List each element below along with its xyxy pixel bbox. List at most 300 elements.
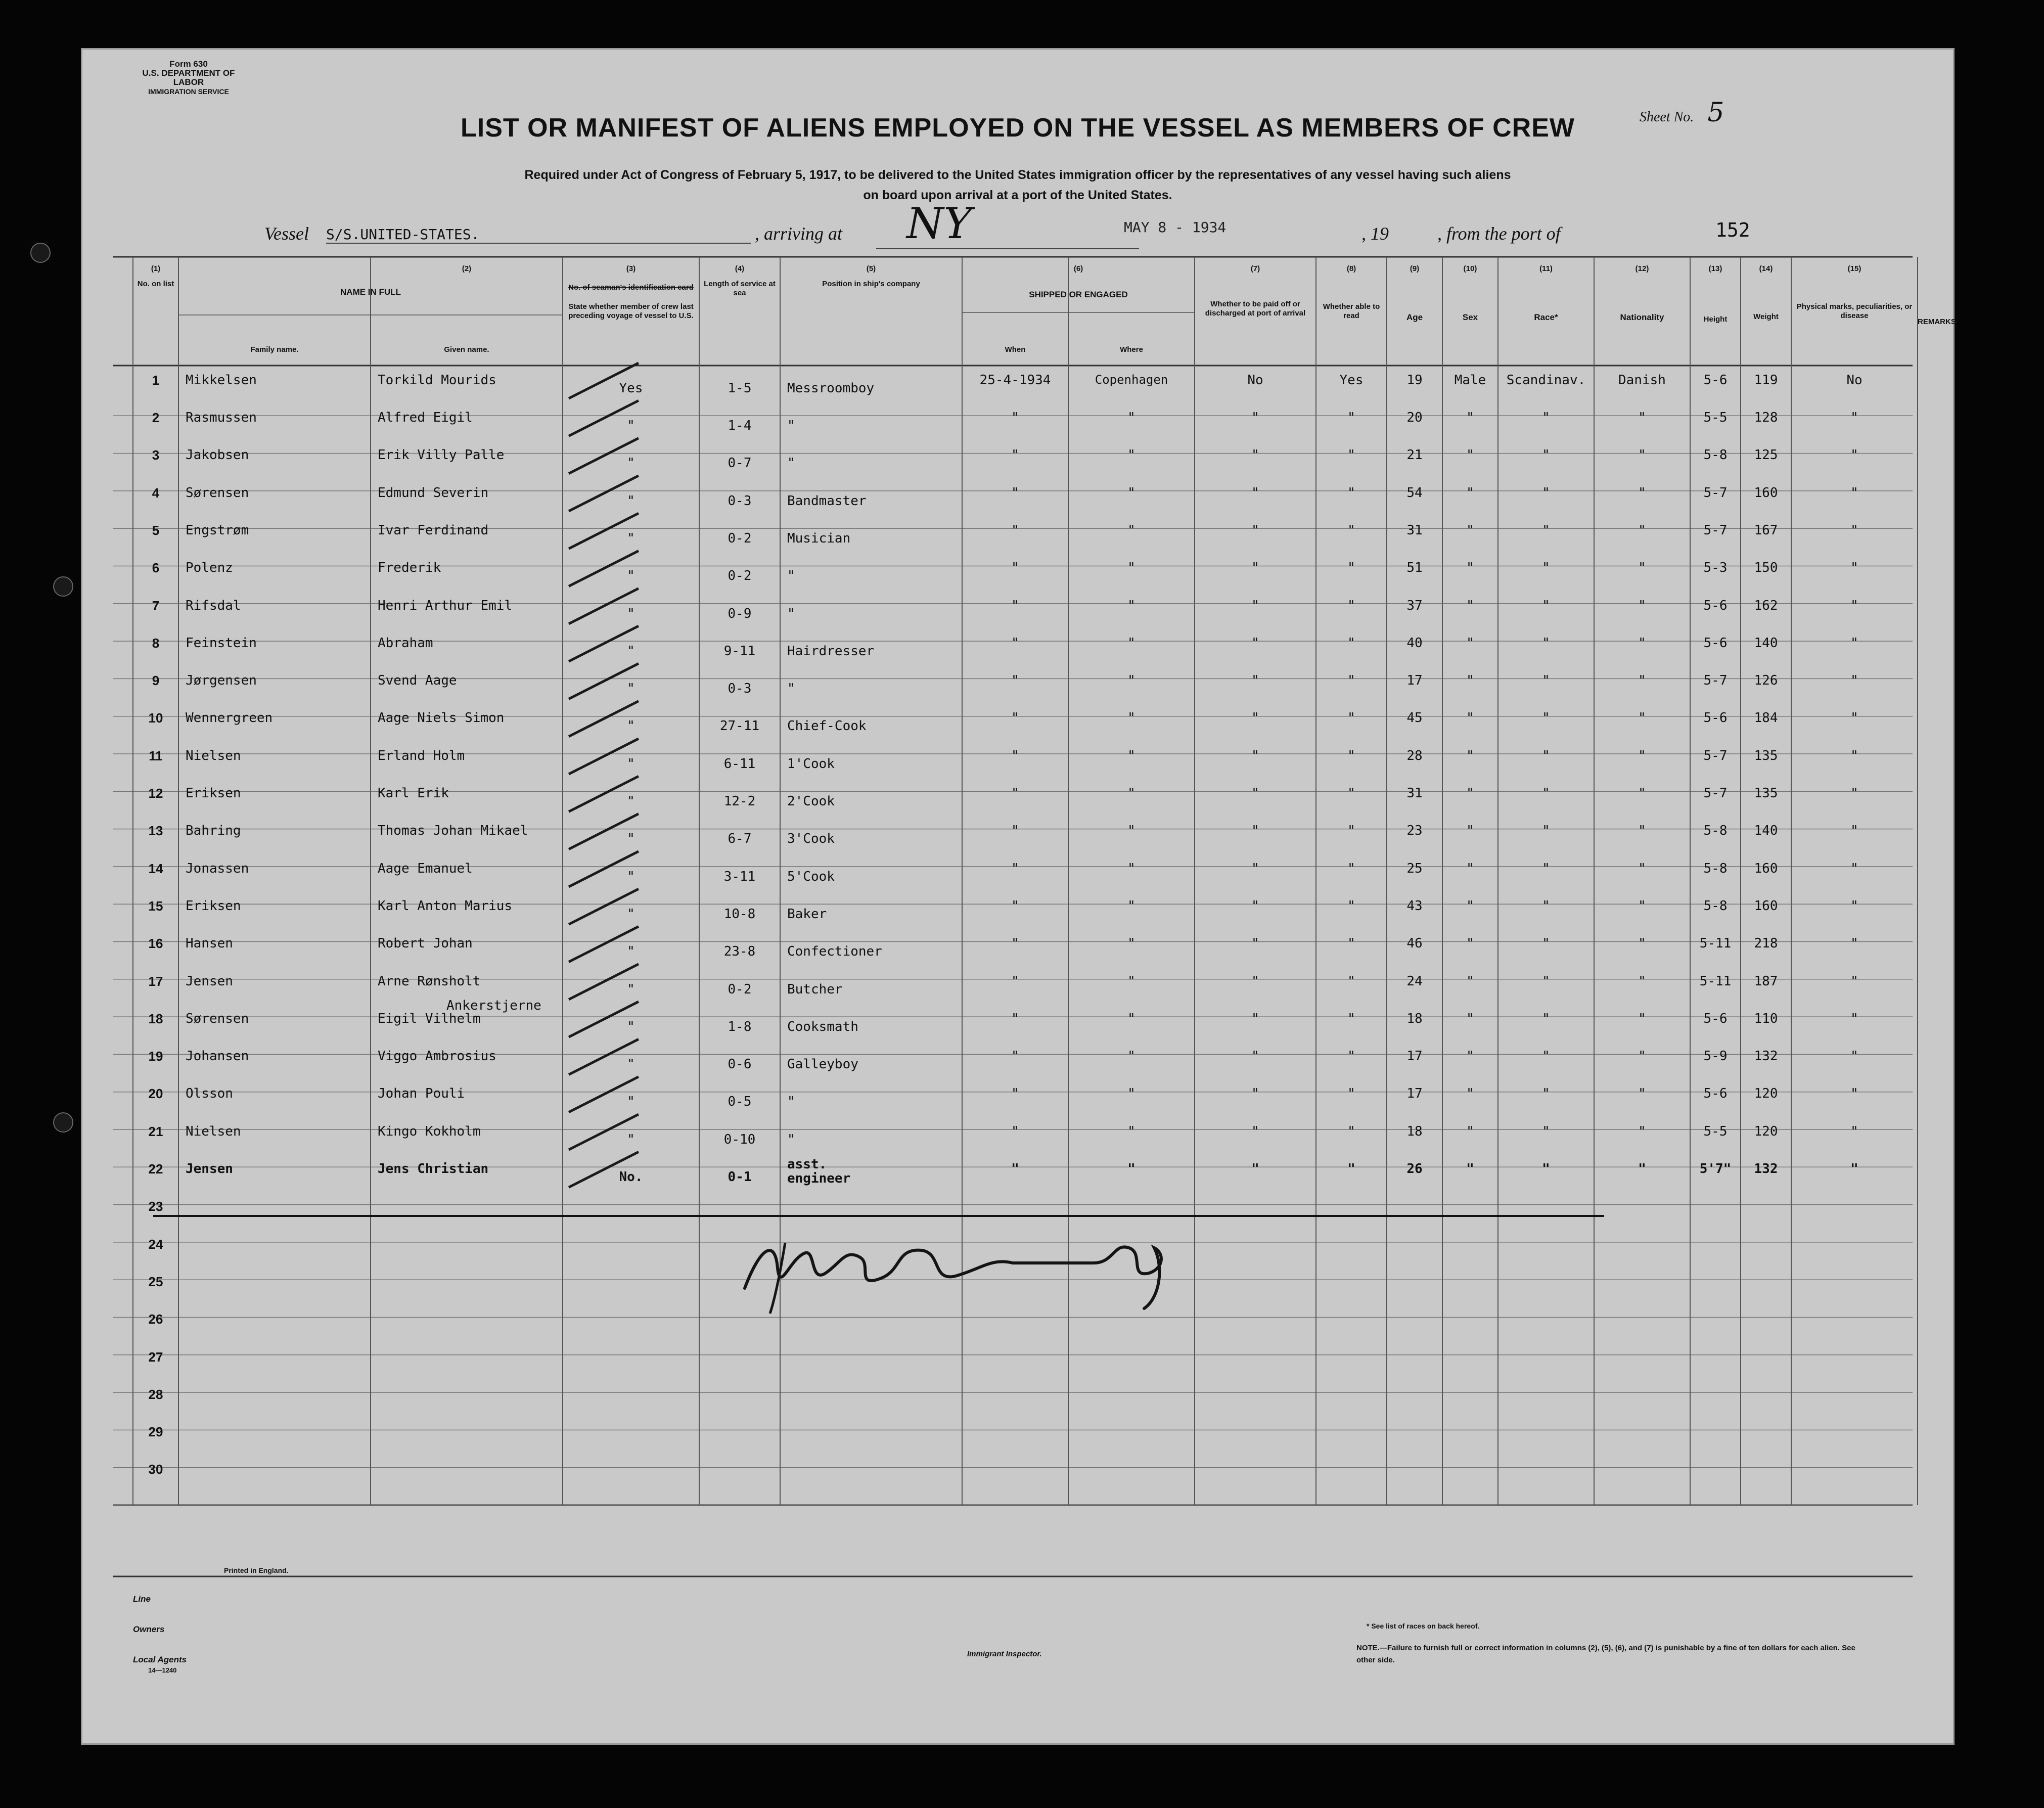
row-number: 16: [148, 936, 163, 952]
cell-sex: ": [1466, 1161, 1474, 1177]
cell-sex: ": [1466, 598, 1474, 613]
agents-label: Local Agents: [133, 1655, 187, 1664]
cell-given: Svend Aage: [378, 673, 457, 689]
cell-nat: ": [1638, 936, 1646, 952]
vessel-label: Vessel: [264, 223, 309, 244]
header-c13: Height: [1703, 315, 1728, 324]
cell-read: ": [1347, 447, 1355, 463]
cell-when: ": [1011, 560, 1019, 576]
cell-read: ": [1347, 1049, 1355, 1064]
header-c3-struck: No. of seaman's identification card: [568, 283, 694, 292]
cell-read: ": [1347, 1011, 1355, 1026]
cell-where: ": [1127, 598, 1135, 613]
cell-age: 18: [1406, 1011, 1423, 1026]
cell-position: asst. engineer: [787, 1157, 851, 1186]
cell-marks: ": [1850, 410, 1858, 425]
year-label: , 19: [1361, 223, 1389, 244]
cell-prev: ": [627, 418, 635, 433]
cell-prev: ": [627, 1019, 635, 1034]
cell-weight: 120: [1754, 1086, 1778, 1102]
cell-prev: ": [627, 718, 635, 734]
cell-nat: ": [1638, 823, 1646, 839]
cell-weight: 125: [1754, 447, 1778, 463]
header-c14: Weight: [1753, 312, 1779, 321]
table-row: [82, 927, 1953, 964]
cell-age: 43: [1406, 898, 1423, 914]
cell-where: ": [1127, 748, 1135, 763]
cell-paid: ": [1251, 1161, 1259, 1177]
cell-weight: 187: [1754, 973, 1778, 989]
row-number: 30: [148, 1462, 163, 1477]
cell-given: Jens Christian: [378, 1161, 489, 1177]
cell-family: Nielsen: [186, 748, 241, 763]
cell-age: 37: [1406, 598, 1423, 613]
cell-age: 45: [1406, 710, 1423, 726]
cell-family: Sørensen: [186, 485, 249, 501]
cell-marks: ": [1850, 710, 1858, 726]
cell-position: ": [787, 418, 795, 433]
cell-age: 24: [1406, 973, 1423, 989]
cell-age: 17: [1406, 673, 1423, 689]
cell-nat: ": [1638, 710, 1646, 726]
cell-given: Ivar Ferdinand: [378, 522, 489, 538]
cell-sex: ": [1466, 936, 1474, 952]
header-c8-num: (8): [1346, 264, 1356, 273]
cell-family: Polenz: [186, 560, 233, 576]
cell-weight: 150: [1754, 560, 1778, 576]
row-number: 18: [148, 1011, 163, 1026]
cell-weight: 184: [1754, 710, 1778, 726]
header-c12-num: (12): [1635, 264, 1649, 273]
table-row: [82, 701, 1953, 739]
cell-service: 23-8: [723, 944, 756, 960]
cell-nat: ": [1638, 1049, 1646, 1064]
cell-when: ": [1011, 522, 1019, 538]
cell-marks: ": [1850, 936, 1858, 952]
cell-where: ": [1127, 522, 1135, 538]
owners-label: Owners: [133, 1624, 165, 1634]
cell-height: 5-6: [1703, 598, 1728, 613]
cell-service: 0-3: [728, 493, 752, 509]
cell-service: 0-2: [728, 530, 752, 546]
manifest-sheet: [81, 48, 1955, 1745]
cell-when: ": [1011, 1086, 1019, 1102]
cell-given: Edmund Severin: [378, 485, 489, 501]
header-c4: Length of service at sea: [704, 280, 776, 297]
cell-marks: ": [1850, 823, 1858, 839]
cell-where: ": [1127, 1011, 1135, 1026]
row-number: 24: [148, 1236, 163, 1252]
cell-read: ": [1347, 823, 1355, 839]
cell-paid: No: [1247, 372, 1263, 388]
cell-read: ": [1347, 1086, 1355, 1102]
cell-weight: 126: [1754, 673, 1778, 689]
cell-paid: ": [1251, 410, 1259, 425]
cell-race: ": [1542, 786, 1550, 801]
cell-service: 0-7: [728, 456, 752, 471]
table-row: [82, 664, 1953, 701]
cell-paid: ": [1251, 1123, 1259, 1139]
arriving-label: , arriving at: [755, 223, 843, 244]
cell-where: ": [1127, 485, 1135, 501]
table-row: [82, 1039, 1953, 1077]
cell-marks: ": [1850, 1011, 1858, 1026]
cell-paid: ": [1251, 1049, 1259, 1064]
cell-prev: No.: [619, 1169, 643, 1185]
cell-prev: ": [627, 756, 635, 772]
cell-position: Cooksmath: [787, 1019, 858, 1034]
header-c5: Position in ship's company: [822, 280, 920, 288]
cell-marks: ": [1850, 673, 1858, 689]
cell-height: 5-7: [1703, 522, 1728, 538]
cell-age: 28: [1406, 748, 1423, 763]
cell-service: 3-11: [723, 869, 756, 884]
cell-family: Eriksen: [186, 786, 241, 801]
cell-age: 21: [1406, 447, 1423, 463]
cell-weight: 135: [1754, 748, 1778, 763]
cell-when: ": [1011, 673, 1019, 689]
table-row: [82, 1115, 1953, 1152]
cell-family: Sørensen: [186, 1011, 249, 1026]
cell-family: Wennergreen: [186, 710, 273, 726]
cell-race: ": [1542, 598, 1550, 613]
table-row: [82, 889, 1953, 927]
cell-family: Jensen: [186, 1161, 233, 1177]
cell-height: 5-8: [1703, 823, 1728, 839]
cell-when: ": [1011, 710, 1019, 726]
cell-read: ": [1347, 673, 1355, 689]
cell-prev: Yes: [619, 380, 643, 396]
cell-marks: ": [1850, 447, 1858, 463]
cell-paid: ": [1251, 485, 1259, 501]
table-row: [82, 438, 1953, 476]
cell-given: Karl Anton Marius: [378, 898, 513, 914]
vessel-name: S/S.UNITED-STATES.: [326, 226, 751, 244]
row-number: 27: [148, 1349, 163, 1365]
cell-read: ": [1347, 710, 1355, 726]
header-c11-num: (11): [1539, 264, 1553, 273]
row-number: 12: [148, 786, 163, 801]
cell-given: Aage Niels Simon: [378, 710, 505, 726]
row-number: 2: [152, 410, 160, 425]
cell-given: Arne Rønsholt: [378, 973, 481, 989]
row-number: 9: [152, 673, 160, 689]
cell-read: Yes: [1339, 372, 1364, 388]
cell-nat: ": [1638, 1123, 1646, 1139]
header-c2-num: (2): [462, 264, 472, 273]
punch-hole: [53, 576, 73, 597]
cell-nat: ": [1638, 673, 1646, 689]
cell-weight: 119: [1754, 372, 1778, 388]
cell-marks: ": [1850, 973, 1858, 989]
cell-where: ": [1127, 1123, 1135, 1139]
cell-weight: 160: [1754, 485, 1778, 501]
cell-where: ": [1127, 861, 1135, 876]
cell-paid: ": [1251, 560, 1259, 576]
cell-race: ": [1542, 936, 1550, 952]
cell-sex: ": [1466, 748, 1474, 763]
row-number: 11: [149, 748, 163, 763]
header-c5-num: (5): [866, 264, 876, 273]
cell-weight: 218: [1754, 936, 1778, 952]
cell-race: ": [1542, 898, 1550, 914]
cell-race: ": [1542, 861, 1550, 876]
cell-given: Karl Erik: [378, 786, 449, 801]
row-number: 15: [148, 898, 163, 914]
cell-race: ": [1542, 823, 1550, 839]
cell-service: 0-9: [728, 606, 752, 621]
cell-nat: ": [1638, 410, 1646, 425]
cell-prev: ": [627, 794, 635, 809]
cell-nat: ": [1638, 973, 1646, 989]
cell-prev: ": [627, 643, 635, 659]
cell-sex: ": [1466, 485, 1474, 501]
cell-service: 12-2: [723, 794, 756, 809]
cell-sex: ": [1466, 410, 1474, 425]
cell-height: 5-6: [1703, 635, 1728, 651]
cell-prev: ": [627, 869, 635, 884]
cell-sex: ": [1466, 635, 1474, 651]
cell-position: ": [787, 1132, 795, 1147]
cell-sex: ": [1466, 673, 1474, 689]
cell-age: 20: [1406, 410, 1423, 425]
fine-note: NOTE.—Failure to furnish full or correct information in columns (2), (5), (6), and (7) is punishable by a fine of ten dollars for each alien. See other side.: [1356, 1644, 1855, 1664]
cell-marks: ": [1850, 1123, 1858, 1139]
cell-nat: ": [1638, 635, 1646, 651]
cell-read: ": [1347, 861, 1355, 876]
cell-height: 5-6: [1703, 1011, 1728, 1026]
cell-position: ": [787, 606, 795, 621]
cell-paid: ": [1251, 748, 1259, 763]
cell-weight: 167: [1754, 522, 1778, 538]
cell-read: ": [1347, 635, 1355, 651]
cell-sex: ": [1466, 786, 1474, 801]
cell-family: Jørgensen: [186, 673, 257, 689]
races-note: * See list of races on back hereof.: [1367, 1622, 1480, 1630]
cell-marks: ": [1850, 786, 1858, 801]
cell-family: Mikkelsen: [186, 372, 257, 388]
cell-marks: ": [1850, 1161, 1858, 1177]
header-c9: Age: [1406, 312, 1423, 322]
arrival-date: MAY 8 - 1934: [1124, 219, 1227, 236]
row-number: 26: [148, 1312, 163, 1327]
header-c12: Nationality: [1620, 312, 1664, 322]
cell-height: 5-5: [1703, 1123, 1728, 1139]
row-number: 7: [152, 598, 160, 613]
header-c1-num: (1): [151, 264, 161, 273]
cell-paid: ": [1251, 861, 1259, 876]
cell-paid: ": [1251, 1086, 1259, 1102]
cell-prev: ": [627, 981, 635, 997]
cell-when: ": [1011, 786, 1019, 801]
cell-height: 5-6: [1703, 1086, 1728, 1102]
cell-read: ": [1347, 748, 1355, 763]
cell-family: Jakobsen: [186, 447, 249, 463]
cell-where: ": [1127, 560, 1135, 576]
signature-icon: [730, 1228, 1185, 1319]
cell-when: ": [1011, 447, 1019, 463]
cell-read: ": [1347, 973, 1355, 989]
cell-given: Alfred Eigil: [378, 410, 473, 425]
cell-weight: 132: [1754, 1161, 1778, 1177]
cell-paid: ": [1251, 786, 1259, 801]
cell-weight: 135: [1754, 786, 1778, 801]
header-c15-num: (15): [1847, 264, 1861, 273]
cell-position: 2'Cook: [787, 794, 835, 809]
header-c4-num: (4): [735, 264, 745, 273]
cell-position: Musician: [787, 530, 851, 546]
cell-given: Robert Johan: [378, 936, 473, 952]
header-c6b: Where: [1120, 345, 1143, 354]
header-c14-num: (14): [1759, 264, 1773, 273]
cell-height: 5-9: [1703, 1049, 1728, 1064]
header-c8: Whether able to read: [1323, 302, 1380, 320]
table-row: [82, 364, 1953, 401]
cell-nat: ": [1638, 1011, 1646, 1026]
cell-age: 17: [1406, 1049, 1423, 1064]
cell-when: 25-4-1934: [979, 372, 1051, 388]
cell-read: ": [1347, 1161, 1355, 1177]
cell-paid: ": [1251, 522, 1259, 538]
cell-prev: ": [627, 606, 635, 621]
row-number: 23: [148, 1199, 163, 1214]
header-c6-num: (6): [1073, 264, 1083, 273]
cell-given: Henri Arthur Emil: [378, 598, 513, 613]
row-number: 22: [148, 1161, 163, 1177]
cell-sex: Male: [1454, 372, 1486, 388]
cell-position: ": [787, 1094, 795, 1110]
cell-when: ": [1011, 1123, 1019, 1139]
header-c1: No. on list: [137, 280, 174, 288]
cell-family: Hansen: [186, 936, 233, 952]
row-number: 6: [152, 560, 160, 576]
cell-read: ": [1347, 786, 1355, 801]
cell-where: Copenhagen: [1095, 372, 1168, 387]
table-row: [82, 998, 1953, 1039]
cell-where: ": [1127, 710, 1135, 726]
arriving-port: NY: [876, 199, 1139, 249]
cell-race: ": [1542, 748, 1550, 763]
form-code: 14—1240: [148, 1666, 177, 1674]
cell-when: ": [1011, 485, 1019, 501]
cell-sex: ": [1466, 710, 1474, 726]
cell-sex: ": [1466, 1086, 1474, 1102]
cell-race: ": [1542, 1049, 1550, 1064]
cell-prev: ": [627, 493, 635, 509]
cell-age: 19: [1406, 372, 1423, 388]
cell-sex: ": [1466, 1011, 1474, 1026]
cell-when: ": [1011, 410, 1019, 425]
table-row: [82, 551, 1953, 589]
header-c9-num: (9): [1410, 264, 1420, 273]
cell-race: ": [1542, 522, 1550, 538]
cell-sex: ": [1466, 898, 1474, 914]
cell-age: 18: [1406, 1123, 1423, 1139]
subtitle-line-1: Required under Act of Congress of February 5, 1917, to be delivered to the United States immigration officer by the representatives of any vessel having such aliens: [524, 168, 1511, 182]
cell-height: 5-7: [1703, 786, 1728, 801]
cell-nat: Danish: [1618, 372, 1666, 388]
table-row: [82, 514, 1953, 551]
cell-age: 51: [1406, 560, 1423, 576]
cell-position: Bandmaster: [787, 493, 867, 509]
cell-family: Eriksen: [186, 898, 241, 914]
table-row: [82, 1152, 1953, 1190]
cell-position: 1'Cook: [787, 756, 835, 772]
cell-nat: ": [1638, 485, 1646, 501]
cell-where: ": [1127, 635, 1135, 651]
cell-marks: ": [1850, 1049, 1858, 1064]
inspector-label: Immigrant Inspector.: [967, 1650, 1042, 1658]
header-c6a: When: [1005, 345, 1026, 354]
cell-nat: ": [1638, 898, 1646, 914]
cell-paid: ": [1251, 823, 1259, 839]
table-row: [82, 814, 1953, 851]
cell-when: ": [1011, 898, 1019, 914]
cell-position: Confectioner: [787, 944, 882, 960]
cell-marks: ": [1850, 522, 1858, 538]
cell-service: 1-8: [728, 1019, 752, 1034]
cell-weight: 160: [1754, 861, 1778, 876]
cell-where: ": [1127, 1086, 1135, 1102]
cell-weight: 120: [1754, 1123, 1778, 1139]
row-number: 3: [152, 447, 160, 463]
table-row: [82, 777, 1953, 814]
cell-race: ": [1542, 673, 1550, 689]
header-c3: State whether member of crew last preceding voyage of vessel to U.S.: [568, 302, 694, 320]
cell-height: 5-11: [1699, 973, 1732, 989]
cell-prev: ": [627, 681, 635, 697]
header-c10-num: (10): [1463, 264, 1477, 273]
cell-nat: ": [1638, 560, 1646, 576]
cell-position: ": [787, 456, 795, 471]
line-label: Line: [133, 1594, 151, 1604]
cell-prev: ": [627, 831, 635, 847]
cell-prev: ": [627, 456, 635, 471]
form-number: Form 630: [169, 59, 208, 69]
cell-nat: ": [1638, 1161, 1646, 1177]
sheet-label: Sheet No.: [1640, 109, 1694, 125]
cell-sex: ": [1466, 1123, 1474, 1139]
cell-sex: ": [1466, 522, 1474, 538]
cell-service: 0-5: [728, 1094, 752, 1110]
cell-service: 0-2: [728, 568, 752, 584]
cell-read: ": [1347, 898, 1355, 914]
row-number: 13: [148, 823, 163, 839]
cell-service: 6-7: [728, 831, 752, 847]
cell-sex: ": [1466, 1049, 1474, 1064]
cell-race: ": [1542, 973, 1550, 989]
cell-where: ": [1127, 898, 1135, 914]
cell-family: Nielsen: [186, 1123, 241, 1139]
cell-read: ": [1347, 1123, 1355, 1139]
cell-height: 5-7: [1703, 673, 1728, 689]
row-number: 17: [148, 973, 163, 989]
cell-where: ": [1127, 973, 1135, 989]
cell-race: ": [1542, 410, 1550, 425]
cell-given: Kingo Kokholm: [378, 1123, 481, 1139]
cell-when: ": [1011, 1161, 1019, 1177]
cell-given: Thomas Johan Mikael: [378, 823, 528, 839]
cell-marks: ": [1850, 485, 1858, 501]
cell-family: Jonassen: [186, 861, 249, 876]
row-number: 10: [148, 710, 163, 726]
cell-age: 26: [1406, 1161, 1423, 1177]
header-c7: Whether to be paid off or discharged at port of arrival: [1205, 300, 1306, 318]
cell-where: ": [1127, 1161, 1135, 1177]
cell-race: ": [1542, 710, 1550, 726]
cell-height: 5-6: [1703, 710, 1728, 726]
vessel-line: [264, 199, 1751, 249]
